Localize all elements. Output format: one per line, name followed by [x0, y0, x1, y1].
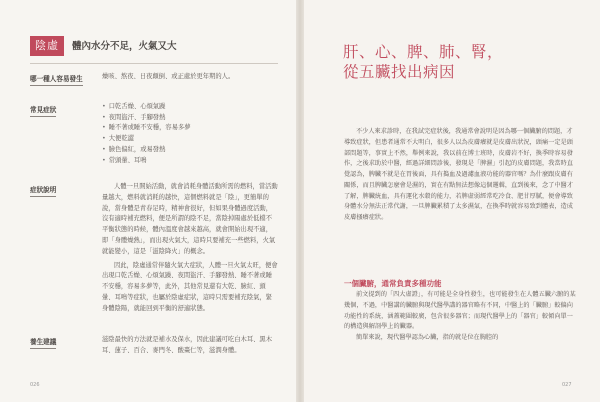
- intro-text: [344, 127, 576, 224]
- symptom-item: • 大便乾澀: [102, 134, 278, 145]
- chapter-title-line: 從五臟找出病因: [343, 63, 456, 81]
- symptom-item: • 睡不著或睡不安穩，容易多夢: [102, 123, 278, 134]
- label-who: 哪一種人容易發生: [30, 73, 83, 86]
- chapter-title-line: 肝、心、脾、肺、腎，: [343, 43, 504, 61]
- text-advice: 滋陰最快的方法就是補水及保水，因此建議可吃白木耳、黑木耳、蓮子、百合、麥門冬、酸棗仁等，滋潤身體。: [102, 336, 273, 354]
- symptom-item: • 口乾舌燥、心煩氣躁: [102, 102, 278, 113]
- body-paragraph: 簡單來說，現代醫學認為心臟，指的就是位在胸腔的: [356, 334, 499, 341]
- category-tag: 陰虛: [30, 36, 64, 56]
- explain-paragraph: 因此，陰虛通常伴隨火氣大症狀，人體一旦火氣太旺，便會出現口乾舌燥、心煩氣躁、夜間盜汗、手腳發熱、睡不著或睡不安穩，容易多夢等，此外，其他常見還有大乾、臉紅、頭暈、耳鳴等症狀，也屬於陰虛症狀，這時只需要補充陰氣，緊身體陰陽，就能回到平衡的舒適狀態。: [102, 261, 278, 312]
- book-gutter: [296, 0, 304, 402]
- page-number-right: 027: [562, 382, 572, 388]
- symptom-item: • 臉色偏紅，或易發熱: [102, 145, 278, 156]
- text-who: 燥咳、熬夜、日夜顛倒、或正處於更年期的人。: [102, 73, 235, 80]
- subheading: 一個臟腑，通常負責多種功能: [344, 279, 442, 288]
- label-explain: 症狀說明: [30, 184, 56, 197]
- header-rule: [30, 63, 278, 64]
- label-advice: 養生建議: [30, 336, 56, 349]
- body-text: [344, 290, 576, 344]
- symptom-list: [102, 102, 278, 166]
- symptom-list-wrap: [102, 102, 278, 166]
- label-symptoms: 常見症狀: [30, 104, 56, 117]
- symptom-item: • 夜間盜汗、手腳發熱: [102, 113, 278, 124]
- symptom-item: • 常頭暈、耳鳴: [102, 156, 278, 167]
- explain-body: [102, 182, 278, 318]
- chapter-title: [343, 42, 503, 82]
- explain-paragraph: 人體一旦開始活動，就會消耗身體活動所需的燃料，當活動量越大，燃料就消耗的越快，這個燃料就是「陰」，更簡單的說，當身體是青春足時，精神會很好，但如果身體過度活動，沒有適時補充燃料，便是所謂的陰不足，當陰掉陽處於低檔不平衡狀態的時候，體內溫度會越來越高，就會開始出現不適，即「身體燥熱」，而出現火氣大，這時只要補充一些燃料，火氣就能變小，這是「滋陰降火」的概念。: [102, 183, 278, 255]
- body-paragraph: 前文提到的「四大虛證」，有可能是全身性發生，也可能發生在人體五臟六腑的某幾個，不過，中醫講的臟腑與現代醫學講的器官略有不同，中醫上的「臟腑」較偏向功能性的系統，涵蓋範圍較廣，包含很多器官；而現代醫學上的「器官」較傾向單一的構造與解剖學上的臟器。: [344, 291, 576, 331]
- section-title: 體內水分不足，火氣又大: [72, 41, 177, 52]
- page-number-left: 026: [30, 382, 40, 388]
- intro-paragraph: 不少人來求診時，在我試完症狀後，我通常會說明是因為哪一個臟腑的問題，才導致症狀，但患者通常不大明白，很多人以為皮膚癢就是皮膚出狀況，頭痛一定是頭部問題等，事實上不然，舉例來說，我以前在博士班時，皮膚岩不好，換季時容易發作，之後求助於中醫，經過詳細問診後，發現是「脾濕」引起的皮膚問題，我當時直覺認為，脾臟不就是在胃後面，具有搗血及過濾血液功能的器官嗎？為什麼跟皮膚有關係，而且脾臟怎麼會是濕的，實在有點無法想像這個邏輯，直到後來，念了中醫才了解，脾臟統血，具有運化水穀的能力，若脾虛弱經常吃冷食、肥甘厚膩，便會導致身體水分無法正常代謝，一旦脾臟累積了太多濕氣，在換季時就容易致到體表，造成皮膚搔癢症狀。: [344, 128, 573, 221]
